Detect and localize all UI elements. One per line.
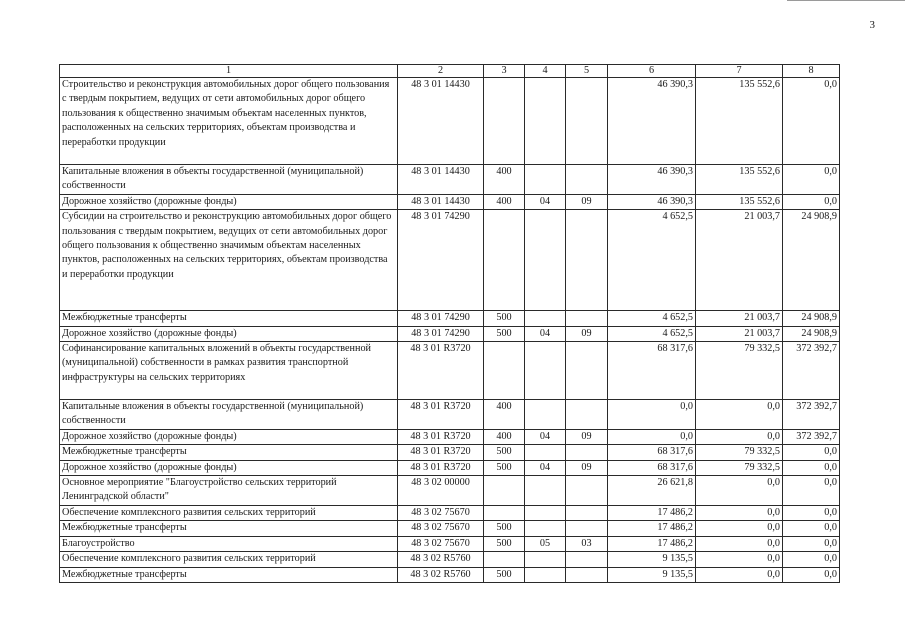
header-cell: 5 — [566, 65, 608, 78]
cell-value-7: 21 003,7 — [696, 311, 783, 326]
cell-value-8: 0,0 — [783, 536, 840, 551]
cell-value-6: 0,0 — [608, 429, 696, 444]
cell-value-8: 0,0 — [783, 165, 840, 195]
cell-value-8: 372 392,7 — [783, 429, 840, 444]
cell-rz — [525, 165, 566, 195]
cell-name: Обеспечение комплексного развития сельских территорий — [60, 505, 398, 520]
cell-name: Межбюджетные трансферты — [60, 521, 398, 536]
cell-code: 48 3 01 74290 — [398, 326, 484, 341]
cell-value-7: 0,0 — [696, 429, 783, 444]
table-row — [60, 326, 840, 341]
cell-value-6: 4 652,5 — [608, 326, 696, 341]
header-cell: 7 — [696, 65, 783, 78]
cell-vr: 500 — [484, 326, 525, 341]
cell-rz: 04 — [525, 326, 566, 341]
top-edge-line — [787, 0, 905, 1]
cell-value-8: 0,0 — [783, 445, 840, 460]
header-cell: 6 — [608, 65, 696, 78]
cell-value-7: 135 552,6 — [696, 165, 783, 195]
cell-pr — [566, 552, 608, 567]
cell-value-7: 0,0 — [696, 521, 783, 536]
cell-vr: 500 — [484, 445, 525, 460]
cell-rz: 05 — [525, 536, 566, 551]
cell-value-6: 17 486,2 — [608, 521, 696, 536]
cell-code: 48 3 01 14430 — [398, 165, 484, 195]
cell-pr — [566, 311, 608, 326]
table-row — [60, 567, 840, 582]
table-row — [60, 536, 840, 551]
cell-pr: 09 — [566, 460, 608, 475]
cell-vr — [484, 552, 525, 567]
cell-value-8: 24 908,9 — [783, 210, 840, 311]
cell-value-8: 0,0 — [783, 476, 840, 506]
page-number: 3 — [869, 19, 875, 31]
cell-name: Капитальные вложения в объекты государственной (муниципальной) собственности — [60, 400, 398, 430]
cell-value-7: 0,0 — [696, 552, 783, 567]
cell-code: 48 3 02 75670 — [398, 505, 484, 520]
cell-value-6: 4 652,5 — [608, 311, 696, 326]
cell-value-7: 135 552,6 — [696, 78, 783, 165]
cell-name: Дорожное хозяйство (дорожные фонды) — [60, 326, 398, 341]
cell-pr — [566, 342, 608, 400]
cell-rz — [525, 552, 566, 567]
cell-code: 48 3 01 14430 — [398, 78, 484, 165]
cell-value-6: 17 486,2 — [608, 505, 696, 520]
cell-code: 48 3 02 00000 — [398, 476, 484, 506]
table-row — [60, 476, 840, 506]
cell-value-8: 0,0 — [783, 460, 840, 475]
cell-value-8: 0,0 — [783, 567, 840, 582]
table-row — [60, 521, 840, 536]
cell-code: 48 3 01 R3720 — [398, 460, 484, 475]
cell-code: 48 3 02 R5760 — [398, 552, 484, 567]
cell-value-6: 9 135,5 — [608, 552, 696, 567]
cell-name: Дорожное хозяйство (дорожные фонды) — [60, 194, 398, 209]
table-row — [60, 311, 840, 326]
cell-vr: 500 — [484, 311, 525, 326]
cell-value-7: 0,0 — [696, 567, 783, 582]
table-row — [60, 429, 840, 444]
cell-pr: 03 — [566, 536, 608, 551]
cell-rz — [525, 476, 566, 506]
cell-rz — [525, 311, 566, 326]
cell-code: 48 3 02 75670 — [398, 521, 484, 536]
cell-rz — [525, 521, 566, 536]
cell-vr: 400 — [484, 400, 525, 430]
cell-value-6: 68 317,6 — [608, 445, 696, 460]
cell-name: Межбюджетные трансферты — [60, 445, 398, 460]
cell-vr — [484, 78, 525, 165]
cell-name: Строительство и реконструкция автомобильных дорог общего пользования с твердым покрытием, ведущих от сети автомобильных дорог общего пользования к общественно значимым объектам населенных пунктов, расположенных на сельских территориях, объектам производства и переработки продукции — [60, 78, 398, 165]
cell-code: 48 3 01 74290 — [398, 210, 484, 311]
header-cell: 1 — [60, 65, 398, 78]
cell-name: Дорожное хозяйство (дорожные фонды) — [60, 429, 398, 444]
cell-rz — [525, 567, 566, 582]
cell-name: Софинансирование капитальных вложений в объекты государственной (муниципальной) собственности в рамках развития транспортной инфраструктуры на сельских территориях — [60, 342, 398, 400]
cell-value-6: 17 486,2 — [608, 536, 696, 551]
cell-value-6: 46 390,3 — [608, 78, 696, 165]
cell-value-7: 0,0 — [696, 536, 783, 551]
header-cell: 4 — [525, 65, 566, 78]
cell-value-7: 0,0 — [696, 476, 783, 506]
cell-name: Межбюджетные трансферты — [60, 311, 398, 326]
cell-name: Благоустройство — [60, 536, 398, 551]
cell-code: 48 3 01 R3720 — [398, 445, 484, 460]
cell-code: 48 3 01 14430 — [398, 194, 484, 209]
cell-value-7: 21 003,7 — [696, 210, 783, 311]
cell-value-6: 68 317,6 — [608, 460, 696, 475]
cell-name: Капитальные вложения в объекты государственной (муниципальной) собственности — [60, 165, 398, 195]
cell-pr: 09 — [566, 429, 608, 444]
cell-rz: 04 — [525, 429, 566, 444]
cell-value-7: 79 332,5 — [696, 342, 783, 400]
cell-pr — [566, 78, 608, 165]
budget-table — [59, 64, 840, 583]
cell-pr — [566, 400, 608, 430]
cell-pr — [566, 567, 608, 582]
cell-value-6: 0,0 — [608, 400, 696, 430]
cell-code: 48 3 01 R3720 — [398, 429, 484, 444]
table-row — [60, 342, 840, 400]
cell-value-7: 135 552,6 — [696, 194, 783, 209]
cell-value-7: 79 332,5 — [696, 445, 783, 460]
cell-value-6: 46 390,3 — [608, 165, 696, 195]
cell-vr: 500 — [484, 536, 525, 551]
cell-pr — [566, 445, 608, 460]
cell-pr — [566, 505, 608, 520]
cell-vr — [484, 210, 525, 311]
cell-name: Дорожное хозяйство (дорожные фонды) — [60, 460, 398, 475]
cell-value-8: 372 392,7 — [783, 400, 840, 430]
cell-name: Обеспечение комплексного развития сельских территорий — [60, 552, 398, 567]
cell-value-6: 46 390,3 — [608, 194, 696, 209]
cell-rz — [525, 342, 566, 400]
header-row — [60, 65, 840, 78]
cell-vr: 400 — [484, 429, 525, 444]
cell-rz — [525, 210, 566, 311]
cell-vr: 500 — [484, 521, 525, 536]
cell-pr — [566, 521, 608, 536]
cell-value-8: 0,0 — [783, 78, 840, 165]
cell-rz: 04 — [525, 194, 566, 209]
cell-rz — [525, 78, 566, 165]
cell-value-8: 0,0 — [783, 505, 840, 520]
table-row — [60, 78, 840, 165]
cell-pr: 09 — [566, 194, 608, 209]
table-row — [60, 400, 840, 430]
table-row — [60, 445, 840, 460]
cell-vr — [484, 505, 525, 520]
cell-code: 48 3 01 R3720 — [398, 400, 484, 430]
cell-code: 48 3 01 R3720 — [398, 342, 484, 400]
table-row — [60, 552, 840, 567]
cell-name: Межбюджетные трансферты — [60, 567, 398, 582]
table-row — [60, 165, 840, 195]
cell-value-8: 372 392,7 — [783, 342, 840, 400]
cell-value-8: 24 908,9 — [783, 326, 840, 341]
table-row — [60, 210, 840, 311]
cell-code: 48 3 01 74290 — [398, 311, 484, 326]
cell-name: Субсидии на строительство и реконструкцию автомобильных дорог общего пользования с твердым покрытием, ведущих от сети автомобильных дорог общего пользования к общественно значимым объектам населенных пунктов, расположенных на сельских территориях, объектам производства и переработки продукции — [60, 210, 398, 311]
cell-value-6: 68 317,6 — [608, 342, 696, 400]
cell-value-6: 9 135,5 — [608, 567, 696, 582]
cell-rz: 04 — [525, 460, 566, 475]
cell-rz — [525, 505, 566, 520]
cell-pr: 09 — [566, 326, 608, 341]
cell-code: 48 3 02 R5760 — [398, 567, 484, 582]
cell-vr: 400 — [484, 194, 525, 209]
cell-rz — [525, 445, 566, 460]
header-cell: 8 — [783, 65, 840, 78]
cell-value-6: 26 621,8 — [608, 476, 696, 506]
cell-vr — [484, 342, 525, 400]
cell-value-7: 79 332,5 — [696, 460, 783, 475]
cell-value-8: 0,0 — [783, 194, 840, 209]
cell-code: 48 3 02 75670 — [398, 536, 484, 551]
cell-value-8: 24 908,9 — [783, 311, 840, 326]
cell-vr: 400 — [484, 165, 525, 195]
table-row — [60, 460, 840, 475]
cell-vr: 500 — [484, 460, 525, 475]
cell-value-8: 0,0 — [783, 552, 840, 567]
cell-name: Основное мероприятие "Благоустройство сельских территорий Ленинградской области" — [60, 476, 398, 506]
cell-value-7: 0,0 — [696, 400, 783, 430]
header-cell: 3 — [484, 65, 525, 78]
table-row — [60, 194, 840, 209]
header-cell: 2 — [398, 65, 484, 78]
cell-value-7: 21 003,7 — [696, 326, 783, 341]
cell-pr — [566, 476, 608, 506]
cell-value-8: 0,0 — [783, 521, 840, 536]
cell-rz — [525, 400, 566, 430]
table-row — [60, 505, 840, 520]
cell-pr — [566, 165, 608, 195]
cell-vr — [484, 476, 525, 506]
cell-value-7: 0,0 — [696, 505, 783, 520]
cell-vr: 500 — [484, 567, 525, 582]
cell-pr — [566, 210, 608, 311]
cell-value-6: 4 652,5 — [608, 210, 696, 311]
